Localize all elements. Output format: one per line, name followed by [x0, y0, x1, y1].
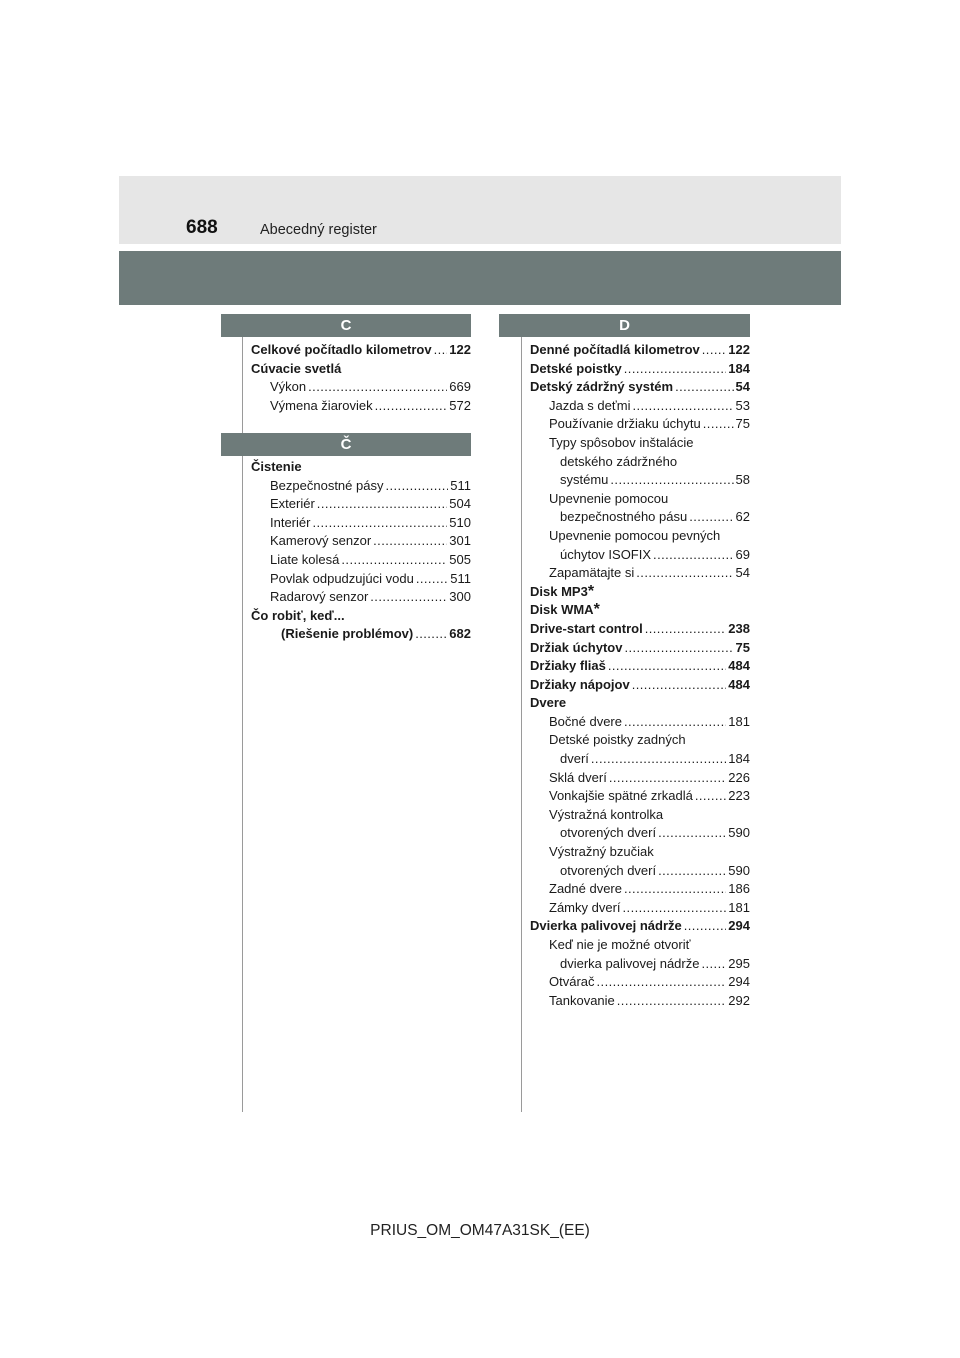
- index-entry[interactable]: [530, 639, 750, 658]
- index-entry[interactable]: [530, 769, 750, 788]
- entry-label: Drive-start control: [530, 620, 643, 636]
- dot-leader: [624, 713, 726, 732]
- entry-page-number: 484: [728, 676, 750, 692]
- entry-label: Denné počítadlá kilometrov: [530, 342, 700, 357]
- entry-page-number: 62: [735, 509, 750, 525]
- entry-label: Čistenie: [251, 459, 302, 474]
- index-entry[interactable]: [530, 973, 750, 992]
- dot-leader: [617, 992, 727, 1011]
- entry-page-number: 484: [728, 658, 750, 674]
- entry-page-number: 122: [728, 342, 750, 357]
- index-entry[interactable]: [530, 843, 750, 862]
- entry-page-number: 295: [728, 955, 750, 971]
- entry-label: Cúvacie svetlá: [251, 360, 342, 376]
- dot-leader: [632, 397, 733, 416]
- entry-label: Disk WMA: [530, 602, 594, 618]
- entry-page-number: 226: [728, 769, 750, 785]
- entry-label: Otvárač: [549, 974, 595, 990]
- entry-page-number: 181: [728, 899, 750, 915]
- dot-leader: [623, 899, 727, 918]
- dot-leader: [308, 378, 447, 397]
- letter-heading-c-caron: Č: [221, 433, 471, 456]
- entry-page-number: 75: [735, 416, 750, 432]
- index-entry[interactable]: [251, 532, 471, 551]
- dot-leader: [591, 750, 726, 769]
- dot-leader: [416, 570, 448, 589]
- index-entry[interactable]: [530, 471, 750, 490]
- index-entry[interactable]: [530, 787, 750, 806]
- index-entry[interactable]: [251, 477, 471, 496]
- dot-leader: [385, 477, 448, 496]
- dot-leader: [609, 769, 726, 788]
- index-list-d: [530, 341, 750, 1010]
- entry-label: Tankovanie: [549, 992, 615, 1008]
- entry-label: Liate kolesá: [270, 551, 340, 567]
- index-entry[interactable]: [530, 992, 750, 1011]
- dot-leader: [701, 955, 726, 974]
- entry-label: Výstražný bzučiak: [549, 844, 654, 860]
- entry-label: otvorených dverí: [560, 862, 657, 878]
- index-list-c-caron: [251, 458, 471, 644]
- entry-page-number: 510: [449, 514, 471, 530]
- entry-page-number: 504: [449, 496, 471, 512]
- index-entry[interactable]: [530, 713, 750, 732]
- entry-page-number: 53: [735, 397, 750, 413]
- entry-label: Sklá dverí: [549, 769, 607, 785]
- index-list-c: [251, 341, 471, 415]
- entry-page-number: 301: [449, 533, 471, 549]
- dot-leader: [317, 495, 448, 514]
- entry-label: Upevnenie pomocou: [549, 490, 669, 506]
- index-entry[interactable]: [530, 899, 750, 918]
- index-entry[interactable]: [530, 750, 750, 769]
- right-column-rule: [521, 316, 522, 1112]
- entry-page-number: 511: [450, 477, 471, 493]
- entry-label: (Riešenie problémov): [281, 626, 414, 642]
- dot-leader: [312, 514, 447, 533]
- index-entry[interactable]: [530, 360, 750, 379]
- entry-page-number: 186: [728, 881, 750, 897]
- index-entry[interactable]: [530, 694, 750, 713]
- dot-leader: [702, 341, 727, 360]
- entry-label: otvorených dverí: [560, 825, 657, 841]
- dot-leader: [415, 625, 447, 644]
- entry-page-number: 54: [735, 565, 750, 581]
- index-entry[interactable]: [530, 657, 750, 676]
- index-entry[interactable]: [530, 564, 750, 583]
- entry-page-number: 300: [449, 589, 471, 605]
- dot-leader: [658, 824, 726, 843]
- dot-leader: [608, 657, 726, 676]
- dot-leader: [684, 917, 727, 936]
- entry-label: Detské poistky: [530, 360, 622, 376]
- entry-label: Dvierka palivovej nádrže: [530, 918, 682, 934]
- index-entry[interactable]: [530, 453, 750, 472]
- index-entry[interactable]: [530, 824, 750, 843]
- entry-label: dverí: [560, 751, 589, 767]
- index-entry[interactable]: [251, 607, 471, 626]
- index-entry[interactable]: [530, 917, 750, 936]
- entry-label: Upevnenie pomocou pevných: [549, 527, 721, 543]
- dot-leader: [624, 639, 733, 658]
- index-entry[interactable]: [530, 806, 750, 825]
- index-entry[interactable]: [530, 508, 750, 527]
- index-entry[interactable]: [530, 955, 750, 974]
- index-entry[interactable]: [530, 341, 750, 360]
- dot-leader: [689, 508, 733, 527]
- entry-page-number: 294: [728, 918, 750, 934]
- index-entry[interactable]: [251, 625, 471, 644]
- entry-page-number: 181: [728, 713, 750, 729]
- index-entry[interactable]: [530, 434, 750, 453]
- index-entry[interactable]: [251, 378, 471, 397]
- entry-label: Typy spôsobov inštalácie: [549, 434, 694, 450]
- index-entry[interactable]: [251, 570, 471, 589]
- dot-leader: [610, 471, 733, 490]
- index-entry[interactable]: [530, 936, 750, 955]
- entry-label: Držiaky fliaš: [530, 658, 606, 674]
- index-entry[interactable]: [530, 862, 750, 881]
- entry-label: Detské poistky zadných: [549, 732, 686, 748]
- index-entry[interactable]: [251, 514, 471, 533]
- entry-page-number: 511: [450, 570, 471, 586]
- index-entry[interactable]: [530, 415, 750, 434]
- entry-page-number: 238: [728, 620, 750, 636]
- entry-label: Vonkajšie spätné zrkadlá: [549, 788, 693, 804]
- header-band: [119, 176, 841, 244]
- entry-label: Používanie držiaku úchytu: [549, 416, 701, 432]
- entry-label: Jazda s deťmi: [549, 397, 631, 413]
- entry-page-number: 590: [728, 825, 750, 841]
- index-entry[interactable]: [530, 880, 750, 899]
- index-entry[interactable]: [530, 620, 750, 639]
- entry-page-number: 75: [735, 639, 750, 655]
- entry-label: Zapamätajte si: [549, 565, 635, 581]
- entry-page-number: 292: [728, 992, 750, 1008]
- entry-label: Exteriér: [270, 496, 315, 512]
- entry-label: systému: [560, 472, 609, 488]
- index-entry[interactable]: [251, 397, 471, 416]
- dot-leader: [645, 620, 727, 639]
- entry-label: Interiér: [270, 514, 311, 530]
- page-number: 688: [186, 217, 218, 238]
- entry-page-number: 54: [735, 379, 750, 395]
- letter-heading-d: D: [499, 314, 750, 337]
- section-title: Abecedný register: [260, 222, 377, 238]
- dot-leader: [375, 397, 448, 416]
- entry-page-number: 669: [449, 379, 471, 395]
- entry-label: Držiaky nápojov: [530, 676, 630, 692]
- dot-leader: [624, 360, 727, 379]
- entry-page-number: 294: [728, 974, 750, 990]
- dot-leader: [636, 564, 733, 583]
- letter-heading-c: C: [221, 314, 471, 337]
- entry-label: Výmena žiaroviek: [270, 397, 373, 413]
- index-entry[interactable]: [251, 458, 471, 477]
- entry-label: Radarový senzor: [270, 589, 369, 605]
- entry-label: Čo robiť, keď...: [251, 607, 345, 623]
- index-entry[interactable]: [251, 360, 471, 379]
- index-entry[interactable]: [530, 676, 750, 695]
- entry-page-number: 572: [449, 397, 471, 413]
- dot-leader: [675, 378, 733, 397]
- entry-page-number: 58: [735, 472, 750, 488]
- index-entry[interactable]: [251, 341, 471, 360]
- entry-page-number: 184: [728, 360, 750, 376]
- dot-leader: [632, 676, 727, 695]
- entry-label: Bezpečnostné pásy: [270, 477, 384, 493]
- dot-leader: [373, 532, 447, 551]
- dot-leader: [434, 341, 448, 360]
- entry-page-number: 69: [735, 546, 750, 562]
- entry-label: Výstražná kontrolka: [549, 806, 664, 822]
- entry-label: Celkové počítadlo kilometrov: [251, 342, 432, 357]
- dot-leader: [658, 862, 726, 881]
- index-entry[interactable]: [530, 378, 750, 397]
- dot-leader: [597, 973, 727, 992]
- entry-label: Bočné dvere: [549, 713, 622, 729]
- index-entry[interactable]: [530, 397, 750, 416]
- document-code: PRIUS_OM_OM47A31SK_(EE): [370, 1222, 590, 1239]
- entry-label: Kamerový senzor: [270, 533, 372, 549]
- index-entry[interactable]: [530, 490, 750, 509]
- index-entry[interactable]: [251, 551, 471, 570]
- entry-label: úchytov ISOFIX: [560, 546, 652, 562]
- index-entry[interactable]: Disk WMA *: [530, 601, 600, 619]
- index-entry[interactable]: Disk MP3 *: [530, 582, 595, 600]
- entry-label: bezpečnostného pásu: [560, 509, 688, 525]
- dot-leader: [703, 415, 734, 434]
- entry-page-number: 122: [449, 342, 471, 357]
- index-entry[interactable]: [530, 546, 750, 565]
- entry-label: Povlak odpudzujúci vodu: [270, 570, 414, 586]
- entry-label: dvierka palivovej nádrže: [560, 955, 700, 971]
- dot-leader: [341, 551, 447, 570]
- entry-page-number: 184: [728, 751, 750, 767]
- entry-label: Disk MP3: [530, 583, 588, 599]
- dot-leader: [653, 546, 733, 565]
- entry-label: Detský zádržný systém: [530, 379, 674, 395]
- entry-label: Zadné dvere: [549, 881, 622, 897]
- header-bar: [119, 251, 841, 305]
- entry-label: Držiak úchytov: [530, 639, 623, 655]
- index-entry[interactable]: [251, 588, 471, 607]
- dot-leader: [370, 588, 447, 607]
- entry-page-number: 682: [449, 626, 471, 642]
- entry-label: detského zádržného: [560, 453, 678, 469]
- entry-page-number: 505: [449, 551, 471, 567]
- index-entry[interactable]: [530, 527, 750, 546]
- entry-label: Keď nie je možné otvoriť: [549, 937, 691, 952]
- index-entry[interactable]: [251, 495, 471, 514]
- dot-leader: [695, 787, 726, 806]
- dot-leader: [624, 880, 726, 899]
- entry-page-number: 223: [728, 788, 750, 804]
- entry-label: Zámky dverí: [549, 899, 621, 915]
- index-entry[interactable]: [530, 731, 750, 750]
- entry-label: Dvere: [530, 695, 567, 711]
- entry-page-number: 590: [728, 862, 750, 878]
- entry-label: Výkon: [270, 379, 307, 395]
